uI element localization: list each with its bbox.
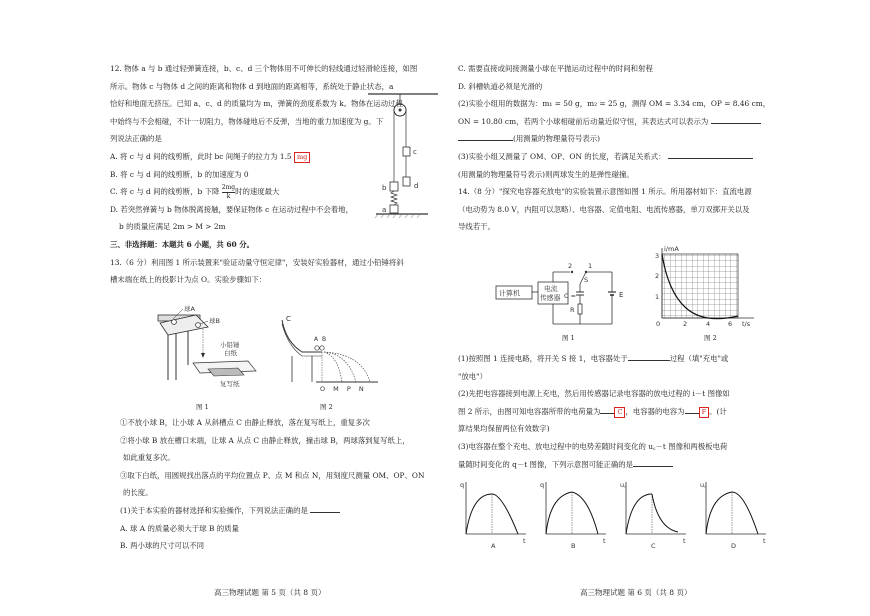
sub3-line: (用测量的物理量符号表示)则两球发生的是弹性碰撞。 <box>458 169 634 179</box>
sub2-line: (2)先把电容器接到电源上充电，然后用传感器记录电容器的放电过程的 i－t 图像如 <box>458 389 730 399</box>
answer-blank[interactable] <box>668 149 753 159</box>
sub2-line: 算结果均保留两位有效数字) <box>458 424 550 434</box>
q13-figure-1 <box>148 305 258 390</box>
sub2-line: ON = 10.80 cm，若两个小球相碰前后动量近似守恒，其表达式可以表示为 <box>458 113 768 131</box>
tick-y1: 1 <box>655 293 660 301</box>
q13-option-b: B. 两小球的尺寸可以不同 <box>120 541 205 551</box>
label-e: E <box>619 291 624 299</box>
tick-x6: 6 <box>728 320 733 328</box>
graph-caption: 图 2 <box>704 334 717 342</box>
graph-d-ylabel: u꜀ <box>700 481 707 489</box>
label-plumb: 小铅锤 <box>220 341 240 349</box>
sub2-line: 图 2 所示，由图可知电容器所带的电荷量为 C ，电容器的电容为 F 。(计 <box>458 403 768 421</box>
step-line: 如此重复多次。 <box>123 453 175 463</box>
label-switch-1: 1 <box>588 262 593 270</box>
graph-b-letter: B <box>571 542 576 550</box>
answer-blank[interactable] <box>633 457 673 467</box>
graph-d-letter: D <box>731 542 737 550</box>
q12-figure <box>368 92 438 222</box>
label-b: b <box>382 184 387 192</box>
q14-subquestions <box>458 350 768 473</box>
label-y-axis: i/mA <box>664 245 679 253</box>
fig1-caption: 图 1 <box>196 403 209 411</box>
label-switch-2: 2 <box>568 262 573 270</box>
sub1-line: "放电"） <box>458 371 487 381</box>
label-a: a <box>382 206 387 214</box>
option-graph-d <box>700 481 766 550</box>
q13-figure-2 <box>272 312 382 392</box>
q12-line: 中始终与不会相碰，不计一切阻力，物体碰地后不反弹，当地的重力加速度为 g。下 <box>110 116 384 126</box>
q13-option-a: A. 球 A 的质量必须大于球 B 的质量 <box>120 523 239 533</box>
label-points-omn: O M P N <box>320 385 364 392</box>
tick-x2: 2 <box>683 320 688 328</box>
label-point-c: C <box>286 315 291 323</box>
q14-circuit <box>494 258 634 336</box>
q13-sub1: (1)关于本实验的器材选择和实验操作，下列说法正确的是 <box>120 502 440 520</box>
q14-line: 14.（8 分）"探究电容器充放电"的实验装置示意图如图 1 所示。所用器材如下：直流电源 <box>458 187 752 197</box>
answer-box-f: F <box>699 407 710 418</box>
q12-line: 12. 物体 a 与 b 通过轻弹簧连接，b、c、d 三个物体用不可伸长的轻线通过轻滑轮连接，如图 <box>110 64 418 73</box>
q12-option-b: B. 将 c 与 d 间的线剪断，b 的加速度为 0 <box>110 169 249 179</box>
q14-line: 导线若干。 <box>458 222 495 232</box>
label-ball-a: 球A <box>184 305 195 313</box>
answer-box-c: C <box>614 407 625 418</box>
fig2-caption: 图 2 <box>320 403 333 411</box>
sub1-line: (1)按照图 1 连接电路，将开关 S 接 1，电容器处于 过程（填"充电"或 <box>458 350 768 368</box>
q14-line: （电动势为 8.0 V，内阻可以忽略）、电容器、定值电阻、电流传感器，单刀双掷开关以及 <box>458 204 750 214</box>
label-c-eq: C = <box>564 292 577 300</box>
graph-b-tlabel: t <box>603 537 606 545</box>
answer-box: mg <box>294 152 310 163</box>
q12-option-d: D. 若突然弹簧与 b 物体脱离接触，要保证物体 c 在运动过程中不会着地， <box>110 204 353 214</box>
answer-blank[interactable] <box>310 503 340 513</box>
left-footer: 高三物理试题 第 5 页（共 8 页） <box>214 588 326 597</box>
option-d-line: D. 斜槽轨道必须是光滑的 <box>458 81 543 91</box>
q12-line: 列说法正确的是 <box>110 134 162 144</box>
label-ball-b: 球B <box>209 317 220 325</box>
label-d: d <box>414 182 419 190</box>
label-computer: 计算机 <box>499 289 520 298</box>
step-line: ②将小球 B 放在槽口末端，让球 A 从点 C 由静止释放，撞击球 B，两球落到复写纸上， <box>120 435 410 445</box>
tick-y2: 2 <box>655 272 660 280</box>
label-sensor-2: 传感器 <box>540 294 561 302</box>
q14-option-graphs <box>460 478 770 550</box>
graph-b-ylabel: q <box>540 481 545 489</box>
label-x-axis: t/s <box>742 320 751 328</box>
tick-y3: 3 <box>655 252 660 260</box>
q13-line: 槽末端在纸上的投影计为点 O。实验步骤如下： <box>110 275 267 285</box>
label-paper: 白纸 <box>224 349 237 357</box>
circuit-caption: 图 1 <box>562 334 575 342</box>
right-footer: 高三物理试题 第 6 页（共 8 页） <box>580 588 692 597</box>
tick-x4: 4 <box>706 320 711 328</box>
sub2-line: (用测量的物理量符号表示) <box>458 130 768 148</box>
label-carbon: 复写纸 <box>220 380 240 388</box>
step-line: 的长度。 <box>123 488 153 498</box>
q12-line: 恰好和地面无挤压。已知 a、c、d 的质量均为 m，弹簧的劲度系数为 k。物体在运动过程 <box>110 99 403 109</box>
sub3-line: (3)电容器在整个充电、放电过程中的电势差随时间变化的 u꜀－t 图像和两极板电荷 <box>458 441 728 451</box>
graph-d-tlabel: t <box>763 537 766 545</box>
section-heading: 三、非选择题：本题共 6 小题，共 60 分。 <box>110 239 254 249</box>
q12-option-d-cont: b 的质量应满足 2m > M > 2m <box>119 222 226 232</box>
option-graph-b <box>540 481 606 550</box>
graph-a-tlabel: t <box>523 537 526 545</box>
right-page <box>458 60 771 236</box>
graph-c-letter: C <box>651 542 656 550</box>
graph-c-tlabel: t <box>683 537 686 545</box>
q13-steps <box>120 414 440 555</box>
label-switch-s: S <box>584 276 589 284</box>
step-line: ③取下白纸，用圆规找出落点的平均位置点 P、点 M 和点 N，用刻度尺测量 OM、OP、ON <box>120 470 425 480</box>
q12-line: 所示。物体 c 与物体 d 之间的距离和物体 d 到地面的距离相等，系统处于静止状态，a <box>110 81 394 91</box>
q13-line: 13.（6 分）利用图 1 所示装置来"验证动量守恒定律"，安装好实验器材，通过小铅锤将斜 <box>110 257 404 267</box>
answer-blank[interactable] <box>711 114 761 124</box>
answer-blank[interactable] <box>458 131 513 141</box>
graph-a-ylabel: q <box>460 481 465 489</box>
graph-c-ylabel: u꜀ <box>620 481 627 489</box>
option-graph-a <box>460 481 526 550</box>
q12-option-c: C. 将 c 与 d 间的线剪断，b 下降 $\frac{2mg}{k}$ 时的速度最大 <box>110 183 280 200</box>
q14-it-graph <box>648 244 768 332</box>
option-c-line: C. 需要直接或间接测量小球在平抛运动过程中的时间和射程 <box>458 64 653 73</box>
label-r: R <box>570 306 575 314</box>
label-point-b: B <box>322 336 327 343</box>
sub2-line: (2)实验小组用的数据为：m₁ = 50 g，m₂ = 25 g，测得 OM = 3.34 cm，OP = 8.46 cm， <box>458 99 771 109</box>
q12-option-a: A. 将 c 与 d 间的线剪断，此时 bc 间绳子的拉力为 1.5 mg <box>110 148 445 166</box>
graph-a-letter: A <box>491 542 496 550</box>
sub3-line: (3)实验小组又测量了 OM、OP、ON 的长度，若满足关系式： <box>458 148 768 166</box>
tick-origin: 0 <box>656 320 661 328</box>
label-point-a: A <box>314 336 319 343</box>
label-sensor: 电流 <box>544 285 558 293</box>
step-line: ①不放小球 B，让小球 A 从斜槽点 C 由静止释放，落在复写纸上，重复多次 <box>120 418 370 427</box>
answer-blank[interactable] <box>628 351 670 361</box>
option-graph-c <box>620 481 686 550</box>
sub3-line: 量随时间变化的 q－t 图像，下列示意图可能正确的是 <box>458 456 768 474</box>
label-c: c <box>413 148 417 156</box>
